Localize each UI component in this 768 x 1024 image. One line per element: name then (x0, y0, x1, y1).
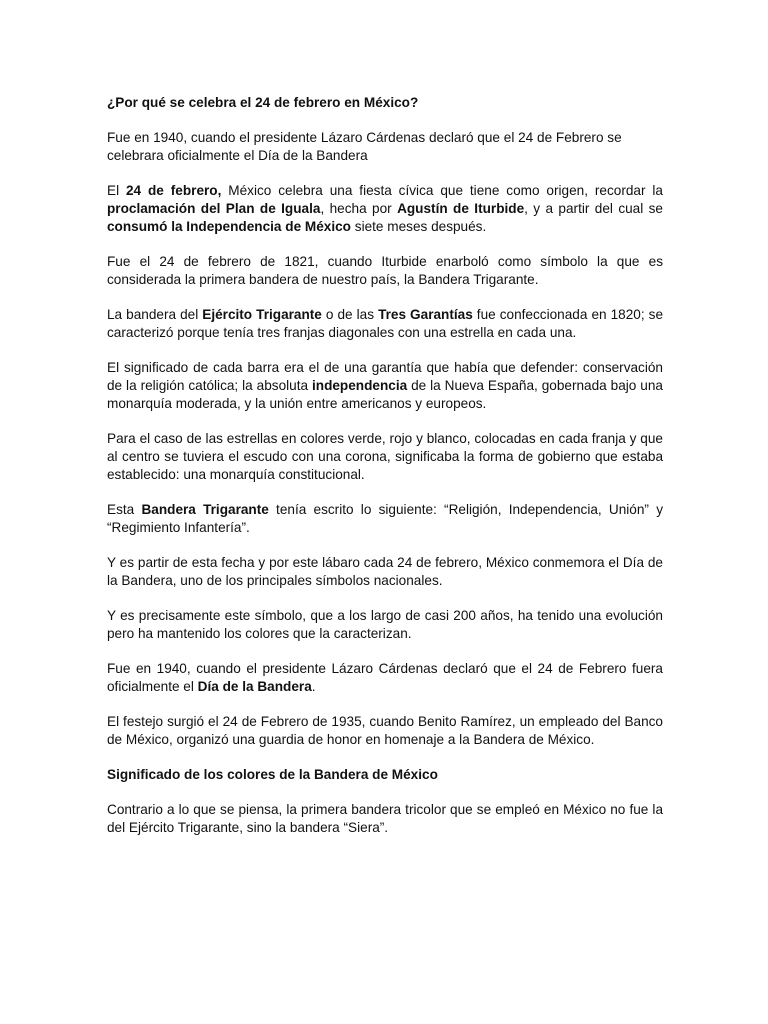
text-run: fue confeccionada en 1820; se caracterizó porque tenía tres franjas diagonales con una estrella en cada una. (107, 307, 663, 340)
bold-run: Tres Garantías (378, 307, 473, 322)
text-run: El significado de cada barra era el de una garantía que había que defender: conservación de la religión católica; la absoluta (107, 360, 663, 393)
text-run: México celebra una fiesta cívica que tiene como origen, recordar la (221, 183, 663, 198)
text-run: Fue en 1940, cuando el presidente Lázaro Cárdenas declaró que el 24 de Febrero fuera oficialmente el (107, 661, 663, 694)
bold-run: Agustín de Iturbide (397, 201, 525, 216)
paragraph-7 (107, 501, 663, 537)
text-run: tenía escrito lo siguiente: “Religión, Independencia, Unión” y “Regimiento Infantería”. (107, 502, 663, 535)
text-run: siete meses después. (351, 219, 487, 234)
bold-run: consumó la Independencia de México (107, 219, 351, 234)
paragraph-11: El festejo surgió el 24 de Febrero de 1935, cuando Benito Ramírez, un empleado del Banco de México, organizó una guardia de honor en homenaje a la Bandera de México. (107, 714, 663, 747)
text-run: El (107, 183, 126, 198)
bold-run: 24 de febrero, (125, 183, 222, 198)
paragraph-8: Y es partir de esta fecha y por este lábaro cada 24 de febrero, México conmemora el Día de la Bandera, uno de los principales símbolos nacionales. (107, 555, 663, 588)
bold-run: independencia (311, 378, 408, 393)
bold-run: Ejército Trigarante (202, 307, 322, 322)
paragraph-12: Contrario a lo que se piensa, la primera bandera tricolor que se empleó en México no fue la del Ejército Trigarante, sino la bandera “Siera”. (107, 802, 663, 835)
paragraph-9: Y es precisamente este símbolo, que a los largo de casi 200 años, ha tenido una evolución pero ha mantenido los colores que la caracterizan. (107, 608, 663, 641)
text-run: , y a partir del cual se (524, 201, 663, 216)
text-run: . (311, 679, 316, 694)
text-run: de la Nueva España, gobernada bajo una monarquía moderada, y la unión entre americanos y europeos. (107, 378, 663, 411)
document-title: ¿Por qué se celebra el 24 de febrero en México? (107, 95, 419, 110)
text-run: , hecha por (320, 201, 398, 216)
paragraph-5 (107, 359, 663, 413)
paragraph-4 (107, 306, 663, 342)
section-subtitle: Significado de los colores de la Bandera de México (107, 767, 438, 782)
text-run: La bandera del (107, 307, 203, 322)
text-run: o de las (321, 307, 379, 322)
bold-run: Bandera Trigarante (141, 502, 269, 517)
bold-run: Día de la Bandera (197, 679, 312, 694)
paragraph-6: Para el caso de las estrellas en colores verde, rojo y blanco, colocadas en cada franja y que al centro se tuviera el escudo con una corona, significaba la forma de gobierno que estaba establecido: una monarquía constitucional. (107, 431, 663, 482)
paragraph-10 (107, 660, 663, 696)
paragraph-2 (107, 182, 663, 236)
paragraph-3: Fue el 24 de febrero de 1821, cuando Iturbide enarboló como símbolo la que es considerada la primera bandera de nuestro país, la Bandera Trigarante. (107, 254, 663, 287)
text-run: Esta (107, 502, 142, 517)
paragraph-1: Fue en 1940, cuando el presidente Lázaro Cárdenas declaró que el 24 de Febrero se celebrara oficialmente el Día de la Bandera (107, 130, 622, 163)
bold-run: proclamación del Plan de Iguala (107, 201, 321, 216)
